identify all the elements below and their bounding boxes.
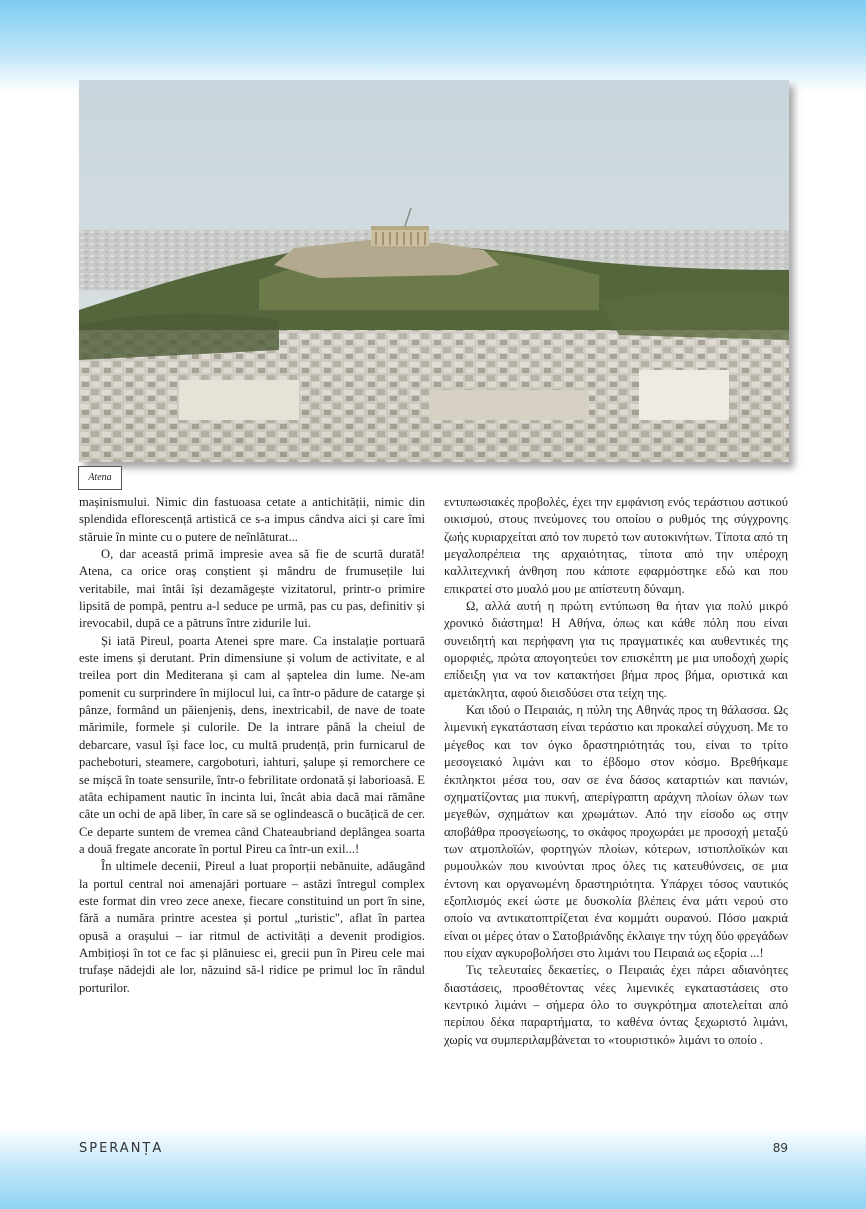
paragraph: εντυπωσιακές προβολές, έχει την εμφάνιση ενός τεράστιου αστικού οικισμού, στους πνεύμονες του οποίου ο ρυθμός της σύγχρονης ζωής κυριαρχείται από τον πυρετό των αυτοκινήτων. Τίποτα από τη μεγαλοπρέπεια της αρχαιότητας, τίποτα από την υπέροχη καλλιτεχνική άνθηση που κάποτε εφαρμόστηκε εδώ και που επικρατεί στο μυαλό μου με απίστευτη δύναμη. xyxy=(444,495,788,596)
paragraph: O, dar această primă impresie avea să fie de scurtă durată! Atena, ca orice oraș conștient și mândru de frumusețile lui veritabile, mai întâi își dezamăgește vizitatorul, printr-o primire lipsită de pompă, pentru a-l seduce pe urmă, pas cu pas, definitiv și irevocabil, după ce a pătruns între zidurile lui. xyxy=(79,547,425,631)
romanian-text-column xyxy=(79,494,425,997)
paragraph: Ω, αλλά αυτή η πρώτη εντύπωση θα ήταν για πολύ μικρό χρονικό διάστημα! Η Αθήνα, όπως και κάθε πόλη που είναι συνειδητή και περήφανη για τις πραγματικές και αυθεντικές της ομορφιές, πρώτα απογοητεύει τον επισκέπτη με μια υποδοχή χωρίς επίδειξη για να τον κατακτήσει βήμα προς βήμα, οριστικά και αμετάκλητα, αφού διεισδύσει στα τείχη της. xyxy=(444,599,788,700)
greek-text-column xyxy=(444,494,788,1049)
paragraph: Και ιδού ο Πειραιάς, η πύλη της Αθηνάς προς τη θάλασσα. Ως λιμενική εγκατάσταση είναι τεράστιο και προκαλεί σύγχυση. Με το μέγεθος και τον όγκο δραστηριότητάς του, είναι το τρίτο μεσογειακό λιμάνι και το έβδομο στον κόσμο. Βρεθήκαμε έκπληκτοι μέσα του, σαν σε ένα δάσος καταρτιών και πανιών, σχηματίζοντας μια πυκνή, απερίγραπτη αράχνη πλοίων όλων των μεγεθών, σχημάτων και χρωμάτων. Από την είσοδο ως στην αποβάθρα προσγείωσης, το σκάφος προχωράει με προσοχή μεταξύ των ατμοπλοϊών, φορτηγών πλοίων, κότερων, ιστιοπλοϊκών και ρυμουλκών που κινούνται προς όλες τις κατευθύνσεις, σε μια έντονη και οργανωμένη δραστηριότητα. Υπάρχει τόσος ναυτικός εξοπλισμός εκεί ώστε με δυσκολία βλέπεις ένα μάτι νερού στο οποίο να αντικατοπτρίζεται ένα κομμάτι ουρανού. Πόσο μακριά είναι οι μέρες όταν ο Σατοβριάνδης έκλαιγε την τύχη δύο φρεγάδων που είχαν αγκυροβολήσει στο λιμάνι του Πειραιά ως εξορία ...! xyxy=(444,703,788,960)
paragraph: Și iată Pireul, poarta Atenei spre mare. Ca instalație portuară este imens și derutant. Prin dimensiune și volum de activitate, e al treilea port din Mediterana și cam al șaptelea din lume. Ne-am pomenit cu surprindere în mijlocul lui, ca într-o pădure de catarge și pânze, formând un păienjeniș, dens, inextricabil, de nave de toate mărimile, formele și culorile. De la intrare până la cheiul de debarcare, vasul își face loc, cu multă prudență, prin furnicarul de pacheboturi, steamere, cargoboturi, iahturi, șalupe și remorchere ce se mișcă în toate sensurile, într-o febrilitate ordonată și laborioasă. E atâta echipament nautic în incinta lui, încât abia dacă mai rămâne câte un ochi de apă liber, în care să se oglindească o bucățică de cer. Ce departe suntem de vremea când Chateaubriand deplângea soarta a două fregate ancorate în portul Pireu ca într-un exil...! xyxy=(79,633,425,856)
photo-caption: Atena xyxy=(78,466,122,490)
athens-photo xyxy=(79,80,789,462)
page-number: 89 xyxy=(772,1141,788,1155)
paragraph: Τις τελευταίες δεκαετίες, ο Πειραιάς έχει πάρει αδιανόητες διαστάσεις, προσθέτοντας νέες λιμενικές εγκαταστάσεις στο κεντρικό λιμάνι – σήμερα όλο το συγκρότημα αποτελείται από περίπου δέκα παραρτήματα, το καθένα όντας ξεχωριστό λιμάνι, χωρίς να συμπεριλαμβάνεται το «τουριστικό» λιμάνι το οποίο . xyxy=(444,963,788,1047)
magazine-name: SPERANȚA xyxy=(79,1141,164,1156)
top-decor-band xyxy=(0,0,866,92)
paragraph: În ultimele decenii, Pireul a luat proporții nebănuite, adăugând la portul central noi amenajări portuare – astăzi întregul complex este format din vreo zece anexe, fiecare constituind un port în sine, fără a număra printre acestea și portul „turistic", aflat în partea opusă a orașului – iar ritmul de activități a devenit prodigios. Ambițioși în tot ce fac și plănuiesc ei, grecii pun în Pireu cele mai trufașe nădejdi ale lor, năzuind să-l ridice pe primul loc în rândul porturilor. xyxy=(79,859,425,995)
paragraph: mașinismului. Nimic din fastuoasa cetate a antichității, nimic din splendida eflorescență artistică ce s-a impus cândva aici și care îmi stăruie în minte cu o putere de neînlăturat... xyxy=(79,495,425,544)
